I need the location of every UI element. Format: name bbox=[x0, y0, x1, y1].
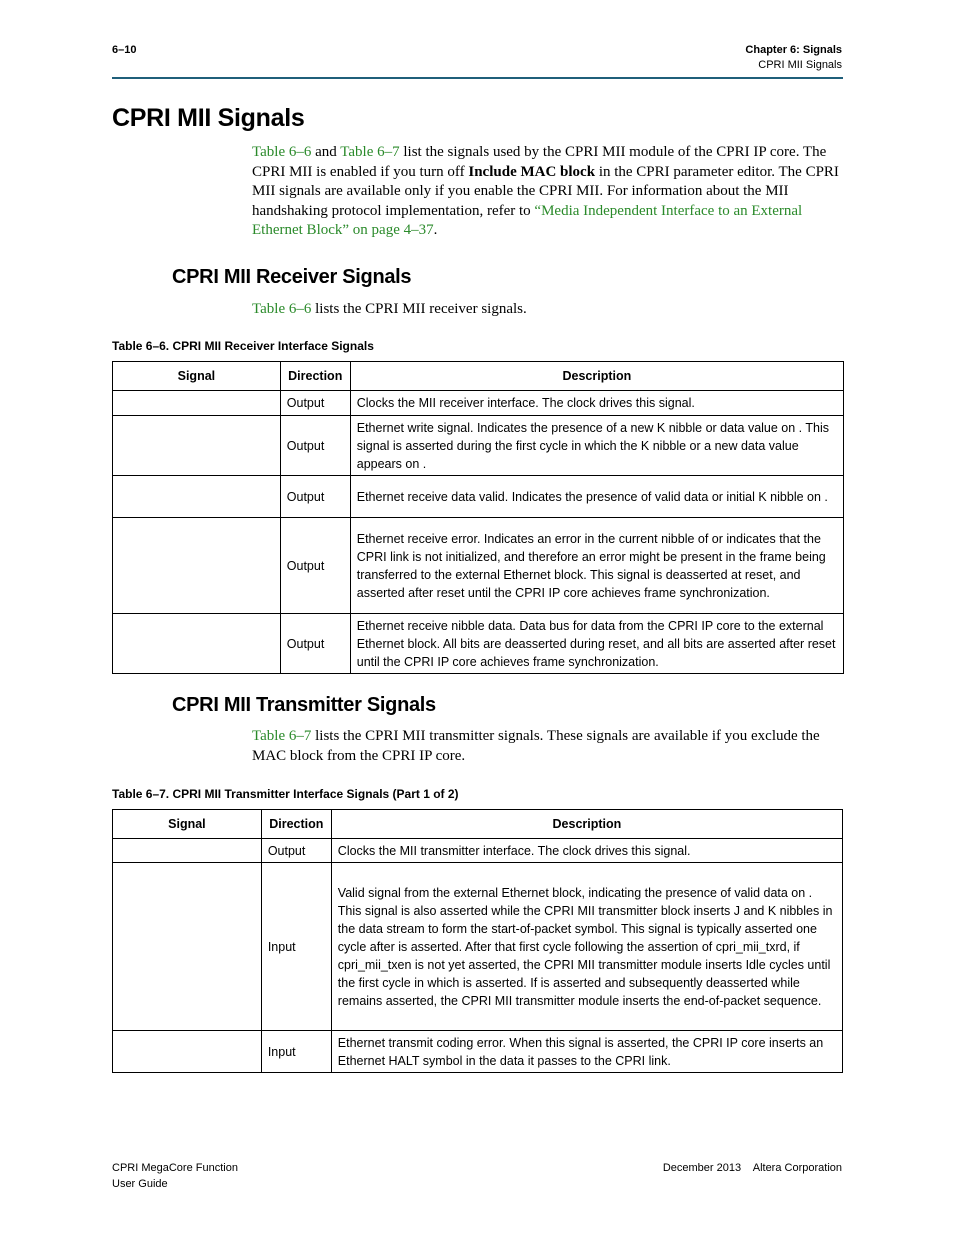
column-header: Direction bbox=[261, 810, 331, 839]
signal-cell bbox=[113, 614, 281, 674]
table-header-row bbox=[113, 362, 844, 391]
page-number: 6–10 bbox=[112, 44, 137, 56]
chapter-title: Chapter 6: Signals bbox=[745, 44, 842, 56]
section-name: CPRI MII Signals bbox=[758, 59, 842, 71]
table-row bbox=[113, 416, 844, 476]
intro-paragraph: Table 6–6 and Table 6–7 list the signals used by the CPRI MII module of the CPRI IP core. The CPRI MII is enabled if you turn off Include MAC block in the CPRI parameter editor. The CPRI MII signals are available only if you enable the CPRI MII. For information about the MII handshaking protocol implementation, refer to “Media Independent Interface to an External Ethernet Block” on page 4–37. bbox=[252, 144, 839, 238]
direction-cell: Input bbox=[261, 863, 331, 1031]
description-cell: Clocks the MII receiver interface. The clock drives this signal. bbox=[350, 391, 843, 416]
footer-right: December 2013 Altera Corporation bbox=[662, 1162, 842, 1174]
direction-cell: Output bbox=[280, 614, 350, 674]
footer-doc-type: User Guide bbox=[112, 1178, 168, 1190]
receiver-intro: Table 6–6 lists the CPRI MII receiver signals. bbox=[252, 301, 527, 317]
table-row bbox=[113, 476, 844, 518]
running-header bbox=[745, 43, 842, 73]
direction-cell: Output bbox=[280, 391, 350, 416]
receiver-table-caption: Table 6–6. CPRI MII Receiver Interface Signals bbox=[112, 339, 374, 353]
direction-cell: Output bbox=[280, 476, 350, 518]
table-row bbox=[113, 839, 843, 863]
column-header: Signal bbox=[113, 810, 262, 839]
transmitter-table bbox=[112, 809, 843, 1073]
signal-cell bbox=[113, 839, 262, 863]
signal-cell bbox=[113, 518, 281, 614]
table-row bbox=[113, 518, 844, 614]
description-cell: Ethernet receive error. Indicates an error in the current nibble of or indicates that the CPRI link is not initialized, and therefore an error might be present in the frame being transferred to the external Ethernet block. This signal is deasserted at reset, and asserted after reset until the CPRI IP core achieves frame synchronization. bbox=[350, 518, 843, 614]
direction-cell: Input bbox=[261, 1031, 331, 1073]
table-row bbox=[113, 863, 843, 1031]
footer-left bbox=[112, 1160, 238, 1192]
column-header: Description bbox=[331, 810, 842, 839]
table-row bbox=[113, 1031, 843, 1073]
column-header: Direction bbox=[280, 362, 350, 391]
table-row bbox=[113, 391, 844, 416]
signal-cell bbox=[113, 391, 281, 416]
receiver-heading: CPRI MII Receiver Signals bbox=[172, 266, 412, 288]
signal-cell bbox=[113, 416, 281, 476]
signal-cell bbox=[113, 476, 281, 518]
link-mii-section[interactable]: “Media Independent Interface to an External Ethernet Block” on page 4–37 bbox=[252, 202, 803, 238]
transmitter-table-caption: Table 6–7. CPRI MII Transmitter Interface Signals (Part 1 of 2) bbox=[112, 787, 459, 801]
signal-cell bbox=[113, 1031, 262, 1073]
table-header-row bbox=[113, 810, 843, 839]
direction-cell: Output bbox=[280, 416, 350, 476]
description-cell: Ethernet write signal. Indicates the presence of a new K nibble or data value on . This signal is asserted during the first cycle in which the K nibble or a new data value appears on . bbox=[350, 416, 843, 476]
description-cell: Valid signal from the external Ethernet block, indicating the presence of valid data on . This signal is also asserted while the CPRI MII transmitter block inserts J and K nibbles in the data stream to form the start-of-packet symbol. This signal is typically asserted one cycle after is asserted. After that first cycle following the assertion of cpri_mii_txrd, if cpri_mii_txen is not yet asserted, the CPRI MII transmitter module inserts Idle cycles until the first cycle in which is asserted. If is asserted and subsequently deasserted while remains asserted, the CPRI MII transmitter module inserts the end-of-packet sequence. bbox=[331, 863, 842, 1031]
table-row bbox=[113, 614, 844, 674]
transmitter-heading: CPRI MII Transmitter Signals bbox=[172, 694, 436, 716]
link-table-6-6[interactable]: Table 6–6 bbox=[252, 144, 312, 160]
description-cell: Ethernet receive data valid. Indicates the presence of valid data or initial K nibble on . bbox=[350, 476, 843, 518]
link-table-6-7[interactable]: Table 6–7 bbox=[340, 144, 400, 160]
receiver-table bbox=[112, 361, 844, 674]
header-rule bbox=[112, 77, 843, 79]
transmitter-intro: Table 6–7 lists the CPRI MII transmitter signals. These signals are available if you exclude the MAC block from the CPRI IP core. bbox=[252, 728, 820, 764]
description-cell: Ethernet receive nibble data. Data bus for data from the CPRI IP core to the external Ethernet block. All bits are deasserted during reset, and all bits are asserted after reset until the CPRI IP core achieves frame synchronization. bbox=[350, 614, 843, 674]
column-header: Description bbox=[350, 362, 843, 391]
direction-cell: Output bbox=[280, 518, 350, 614]
page-title: CPRI MII Signals bbox=[112, 104, 305, 132]
column-header: Signal bbox=[113, 362, 281, 391]
footer-product: CPRI MegaCore Function bbox=[112, 1162, 238, 1174]
link-table-6-6[interactable]: Table 6–6 bbox=[252, 301, 312, 317]
description-cell: Ethernet transmit coding error. When this signal is asserted, the CPRI IP core inserts an Ethernet HALT symbol in the data it passes to the CPRI link. bbox=[331, 1031, 842, 1073]
description-cell: Clocks the MII transmitter interface. The clock drives this signal. bbox=[331, 839, 842, 863]
direction-cell: Output bbox=[261, 839, 331, 863]
signal-cell bbox=[113, 863, 262, 1031]
link-table-6-7[interactable]: Table 6–7 bbox=[252, 728, 312, 744]
